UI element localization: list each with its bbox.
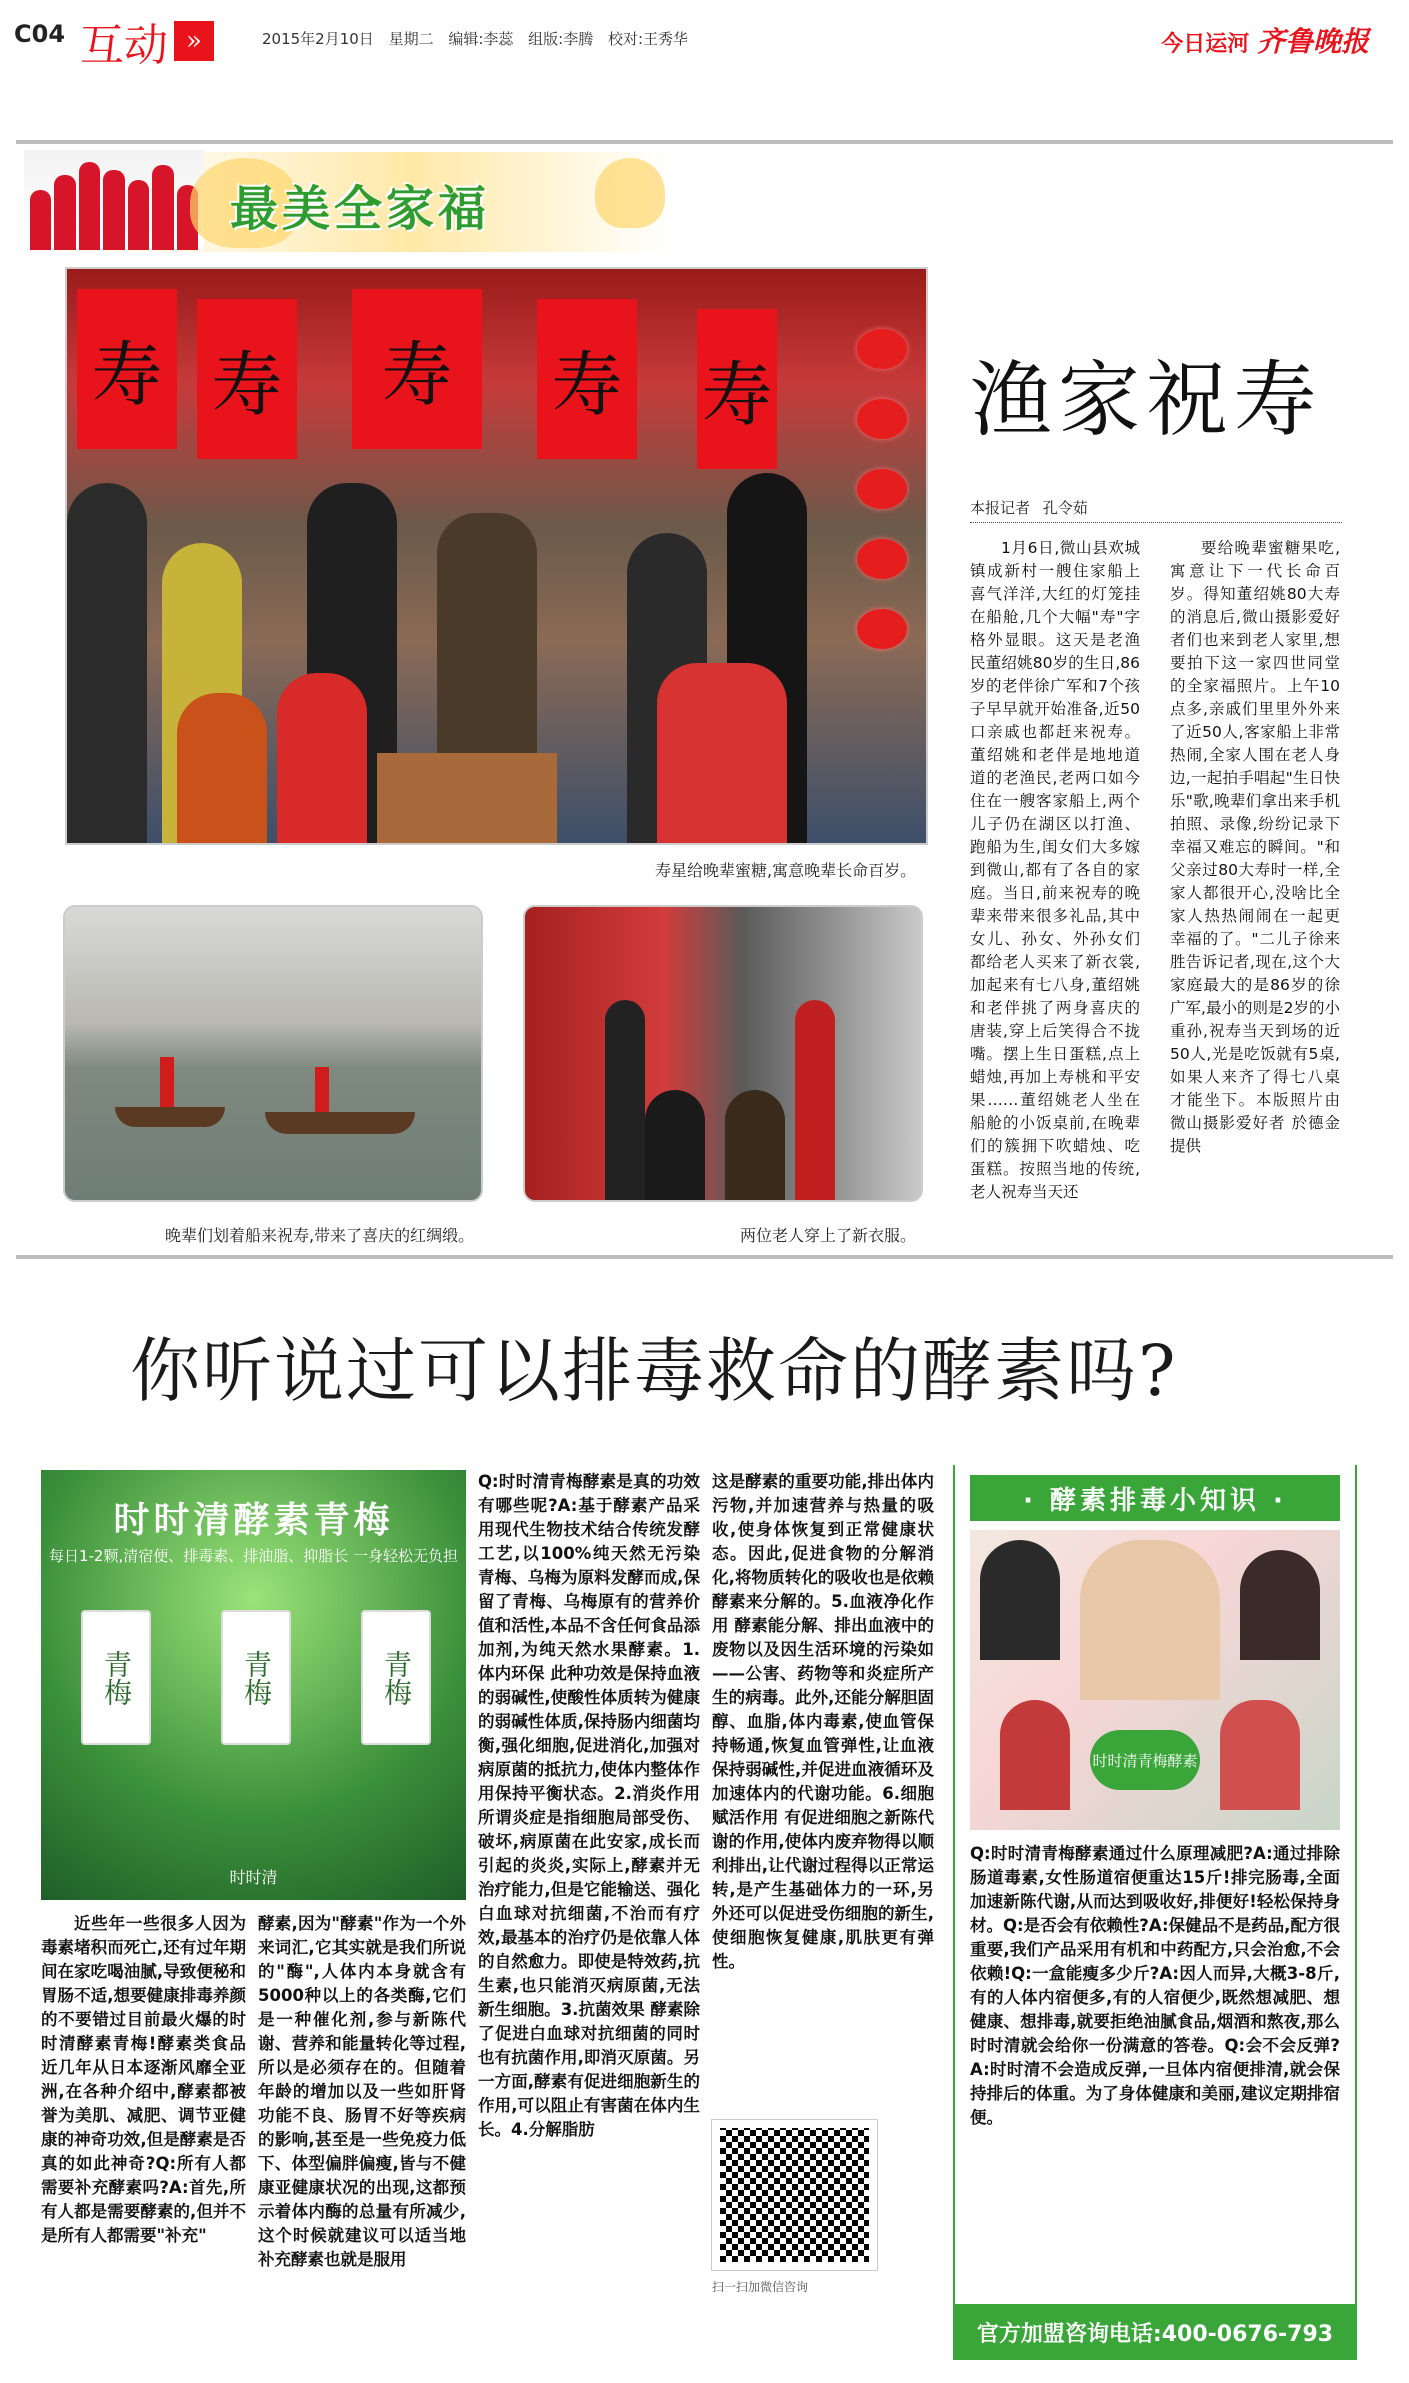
shou-character: 寿 <box>77 289 177 449</box>
person-figure <box>67 483 147 843</box>
elders-caption: 两位老人穿上了新衣服。 <box>740 1226 917 1245</box>
main-caption: 寿星给晚辈蜜糖,寓意晚辈长命百岁。 <box>655 861 917 880</box>
table-figure <box>377 753 557 843</box>
elder-figure <box>645 1090 705 1200</box>
elder-figure <box>725 1090 785 1200</box>
lantern-icon <box>857 539 907 579</box>
person-figure <box>795 1000 835 1200</box>
article-column-2: 要给晚辈蜜糖果吃,寓意让下一代长命百岁。得知董绍姚80大寿的消息后,微山摄影爱好者们也来到老人家里,想要拍下这一家四世同堂的全家福照片。上午10点多,亲戚们里里外外来了近50人,客家船上非常热闹,全家人围在老人身边,一起拍手唱起"生日快乐"歌,晚辈们拿出来手机拍照、录像,纷纷记录下幸福又难忘的瞬间。"和父亲过80大寿时一样,全家人都很开心,没啥比全家人热热闹闹在一起更幸福的了。"二儿子徐来胜告诉记者,现在,这个大家庭最大的是86岁的徐广军,最小的则是2岁的小重孙,祝寿当天到场的近50人,光是吃饭就有5桌,如果人来齐了得七八桌才能坐下。本版照片由微山摄影爱好者 於德金 提供 <box>1170 539 1340 1155</box>
lantern-icon <box>857 469 907 509</box>
lantern-icon <box>857 609 907 649</box>
qr-code[interactable] <box>712 2120 877 2270</box>
sidebar-border <box>1355 1465 1357 2360</box>
section-rule <box>16 1255 1393 1259</box>
person-figure <box>177 693 267 843</box>
masthead <box>1161 20 1369 60</box>
elders-photo <box>523 905 923 1202</box>
sidebar-faq: Q:时时清青梅酵素通过什么原理减肥?A:通过排除肠道毒素,女性肠道宿便重达15斤!排完肠毒,全面加速新陈代谢,从而达到吸收好,排便好!轻松保持身材。Q:是否会有依赖性?A:保健品不是药品,配方很重要,我们产品采用有机和中药配方,只会治愈,不会依赖!Q:一盒能瘦多少斤?A:因人而异,大概3-8斤,有的人体内宿便多,有的人宿便少,既然想减肥、想健康、想排毒,就要拒绝油腻食品,烟酒和熬夜,那么时时清就会给你一份满意的答卷。Q:会不会反弹?A:时时清不会造成反弹,一旦体内宿便排清,就会保持排后的体重。为了身体健康和美丽,建议定期排宿便。 <box>970 1844 1340 2127</box>
product-title: 时时清酵素青梅 <box>113 1500 394 1541</box>
product-image <box>41 1470 466 1900</box>
lantern-icon <box>857 329 907 369</box>
ad-column-a: 近些年一些很多人因为毒素堵积而死亡,还有过年期间在家吃喝油腻,导致便秘和胃肠不适,想要健康排毒养颜的不要错过目前最火爆的时时清酵素青梅!酵素类食品近几年从日本逐渐风靡全亚洲,在各种介绍中,酵素都被誉为美肌、减肥、调节亚健康的神奇功效,但是酵素是否真的如此神奇?Q:所有人都需要补充酵素吗?A:首先,所有人都是需要酵素的,但并不是所有人都需要"补充" <box>41 1914 246 2245</box>
byline: 本报记者 孔令茹 <box>970 499 1088 517</box>
product-box: 青梅 <box>361 1610 431 1745</box>
issue-info: 2015年2月10日 星期二 编辑:李蕊 组版:李腾 校对:王秀华 <box>262 30 689 48</box>
shou-character: 寿 <box>197 299 297 459</box>
ad-title: 你听说过可以排毒救命的酵素吗? <box>130 1330 1178 1412</box>
phone-banner[interactable] <box>955 2296 1355 2360</box>
person-figure <box>657 663 787 843</box>
boats-photo <box>63 905 483 1202</box>
story-headline: 渔家祝寿 <box>970 353 1323 448</box>
section-title: 互动 <box>80 20 168 71</box>
newspaper-logo: 齐鲁晚报 <box>1256 25 1369 58</box>
shou-character: 寿 <box>537 299 637 459</box>
boats-caption: 晚辈们划着船来祝寿,带来了喜庆的红绸缎。 <box>165 1226 475 1245</box>
brand-logo: 时时清 <box>229 1868 278 1887</box>
product-box: 青梅 <box>221 1610 291 1745</box>
shou-character: 寿 <box>697 309 777 469</box>
ad-column-c: Q:时时清青梅酵素是真的功效有哪些呢?A:基于酵素产品采用现代生物技术结合传统发酵工艺,以100%纯天然无污染青梅、乌梅为原料发酵而成,保留了青梅、乌梅原有的营养价值和活性,本品不含任何食品添加剂,为纯天然水果酵素。1.体内环保 此种功效是保持血液的弱碱性,使酸性体质转为健康的弱碱性体质,保持肠内细菌均衡,强化细胞,促进消化,加强对病原菌的抵抗力,使体内整体作用保持平衡状态。2.消炎作用 所谓炎症是指细胞局部受伤、破坏,病原菌在此安家,成长而引起的炎炎,实际上,酵素并无治疗能力,但是它能输送、强化白血球对抗细菌,不治而有疗效,最基本的治疗仍是依靠人体的自然愈力。即使是特效药,抗生素,也只能消灭病原菌,无法新生细胞。3.抗菌效果 酵素除了促进白血球对抗细菌的同时也有抗菌作用,即消灭原菌。另一方面,酵素有促进细胞新生的作用,可以阻止有害菌在体内生长。4.分解脂肪 <box>478 1472 700 2139</box>
testimonial-photo <box>970 1530 1340 1830</box>
family-photo <box>24 150 204 250</box>
page-number: C04 <box>14 20 66 48</box>
arrow-icon: » <box>174 21 214 61</box>
lantern-icon <box>857 399 907 439</box>
qr-caption: 扫一扫加微信咨询 <box>712 2280 809 2294</box>
person-figure <box>277 673 367 843</box>
sidebar-title: · 酵素排毒小知识 · <box>970 1475 1340 1521</box>
section-label <box>80 16 220 71</box>
product-subtitle: 每日1-2颗,清宿便、排毒素、排油脂、抑脂长 一身轻松无负担 <box>48 1547 459 1565</box>
top-rule <box>16 140 1393 144</box>
person-figure <box>605 1000 645 1200</box>
sidebar-border <box>953 1465 955 2360</box>
banner-title: 最美全家福 <box>230 181 491 237</box>
sidebar-badge: 时时清青梅酵素 <box>1090 1730 1200 1790</box>
product-box: 青梅 <box>81 1610 151 1745</box>
article-column-1: 1月6日,微山县欢城镇成新村一艘住家船上喜气洋洋,大红的灯笼挂在船舱,几个大幅"寿"字格外显眼。这天是老渔民董绍姚80岁的生日,86岁的老伴徐广军和7个孩子早早就开始准备,近50口亲戚也都赶来祝寿。董绍姚和老伴是地地道道的老渔民,老两口如今住在一艘客家船上,两个儿子仍在湖区以打渔、跑船为生,闺女们大多嫁到微山,都有了各自的家庭。当日,前来祝寿的晚辈来带来很多礼品,其中女儿、孙女、外孙女们都给老人买来了新衣裳,加起来有七八身,董绍姚和老伴挑了两身喜庆的唐装,穿上后笑得合不拢嘴。摆上生日蛋糕,点上蜡烛,再加上寿桃和平安果……董绍姚老人坐在船舱的小饭桌前,在晚辈们的簇拥下吹蜡烛、吃蛋糕。按照当地的传统,老人祝寿当天还 <box>970 539 1140 1201</box>
ad-column-b: 酵素,因为"酵素"作为一个外来词汇,它其实就是我们所说的"酶",人体内本身就含有5000种以上的各类酶,它们是一种催化剂,参与新陈代谢、营养和能量转化等过程,所以是必须存在的。但随着年龄的增加以及一些如肝肾功能不良、肠胃不好等疾病的影响,甚至是一些免疫力低下、体型偏胖偏瘦,皆与不健康亚健康状况的出现,这都预示着体内酶的总量有所减少,这个时候就建议可以适当地补充酵素也就是服用 <box>258 1914 466 2269</box>
phone-number[interactable]: 官方加盟咨询电话:400-0676-793 <box>955 2304 1355 2360</box>
column-label: 今日运河 <box>1161 32 1250 57</box>
heart-icon <box>595 158 665 228</box>
ad-column-d: 这是酵素的重要功能,排出体内污物,并加速营养与热量的吸收,使身体恢复到正常健康状态。因此,促进食物的分解消化,将物质转化的吸收也是依赖酵素来分解的。5.血液净化作用 酵素能分解、排出血液中的废物以及因生活环境的污染如——公害、药物等和炎症所产生的病毒。此外,还能分解胆固醇、血脂,体内毒素,使血管保持畅通,恢复血管弹性,让血液保持弱碱性,并促进血液循环及加速体内的代谢功能。6.细胞赋活作用 有促进细胞之新陈代谢的作用,使体内废弃物得以顺利排出,让代谢过程得以正常运转,是产生基础体力的一环,另外还可以促进受伤细胞的新生,使细胞恢复健康,肌肤更有弹性。 <box>712 1472 934 1971</box>
main-photo <box>65 267 928 845</box>
byline-rule <box>970 522 1342 523</box>
shou-character: 寿 <box>352 289 482 449</box>
